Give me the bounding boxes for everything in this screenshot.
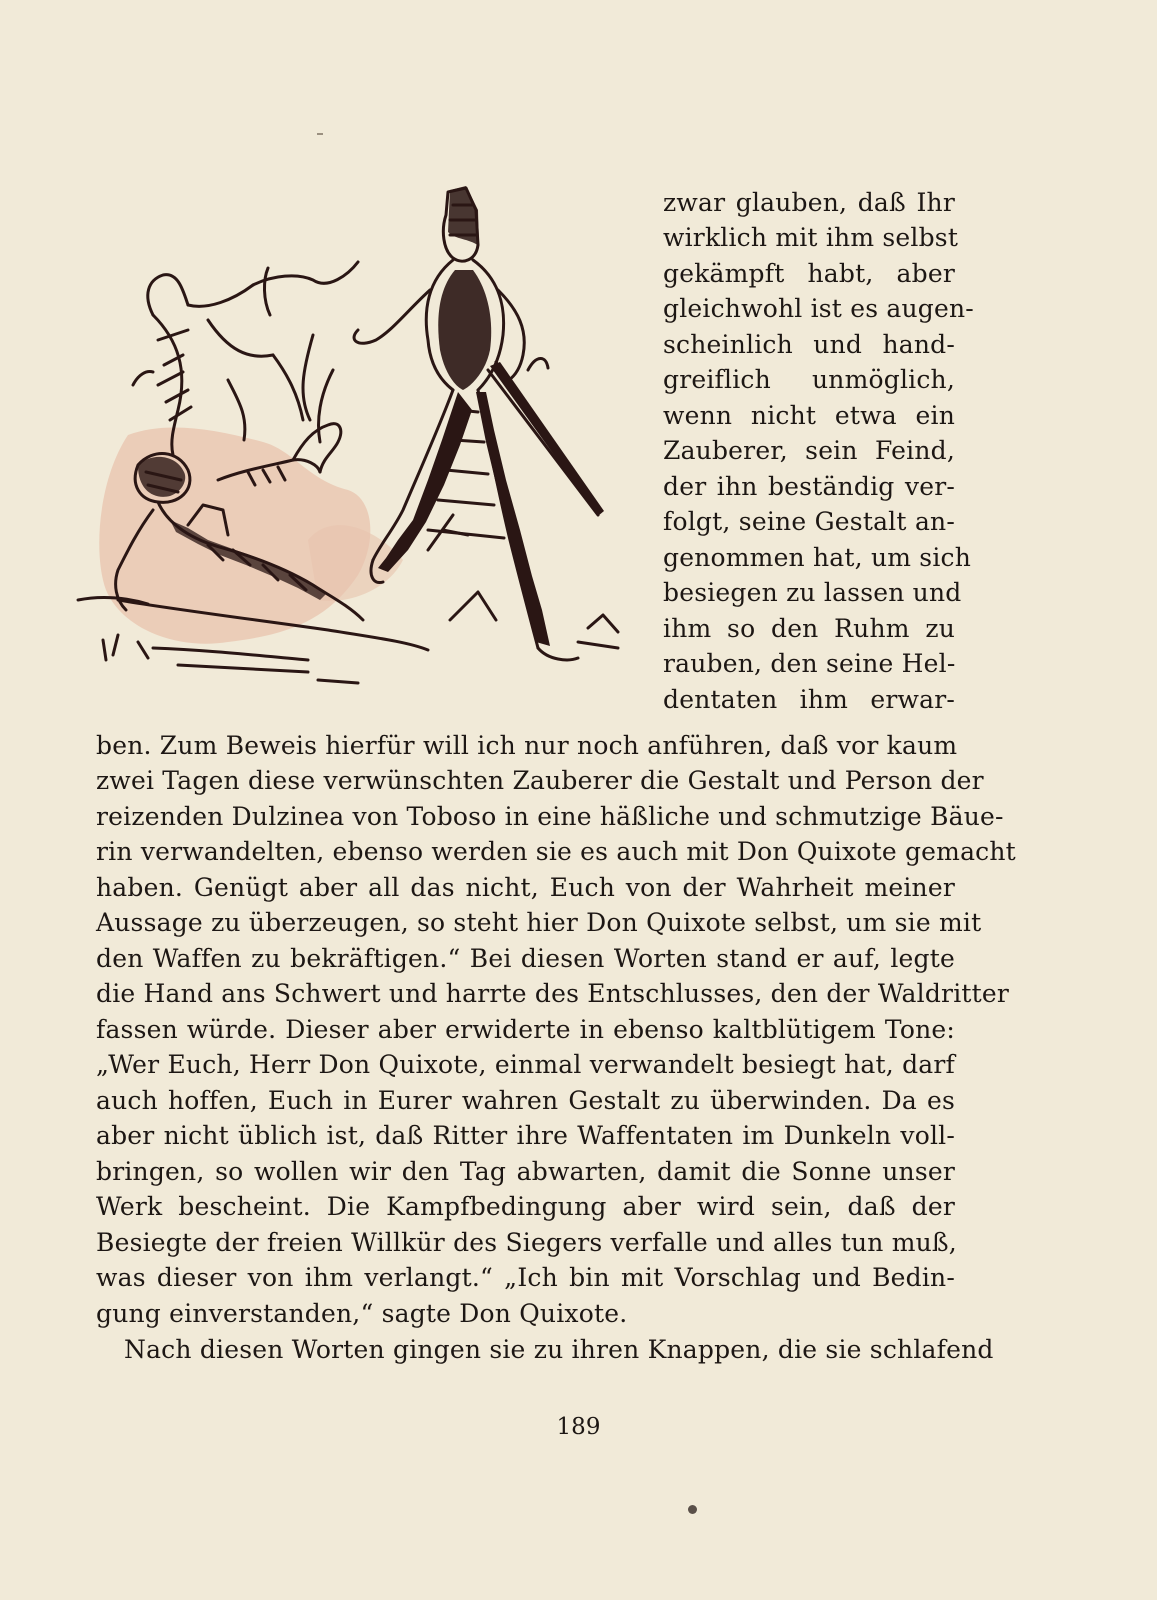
text-line: zwar glauben, daß Ihr: [663, 188, 955, 217]
knight-duel-illustration: [58, 180, 633, 715]
page-number: 189: [556, 1414, 601, 1440]
text-line: besiegen zu lassen und: [663, 578, 962, 607]
text-line: was dieser von ihm verlangt.“ „Ich bin mit Vorschlag und Bedin-: [96, 1263, 955, 1292]
text-line: genommen hat, um sich: [663, 543, 972, 572]
text-line: Aussage zu überzeugen, so steht hier Don Quixote selbst, um sie mit: [96, 908, 982, 937]
text-line: haben. Genügt aber all das nicht, Euch von der Wahrheit meiner: [96, 873, 955, 902]
text-line: wenn nicht etwa ein: [663, 401, 955, 430]
text-line: gekämpft habt, aber: [663, 259, 955, 288]
text-line: aber nicht üblich ist, daß Ritter ihre Waffentaten im Dunkeln voll-: [96, 1121, 955, 1150]
text-line: gleichwohl ist es augen-: [663, 294, 974, 323]
text-line: rin verwandelten, ebenso werden sie es auch mit Don Quixote gemacht: [96, 837, 1016, 866]
text-line: zwei Tagen diese verwünschten Zauberer die Gestalt und Person der: [96, 766, 984, 795]
text-line: dentaten ihm erwar-: [663, 685, 955, 714]
page-speck: [317, 133, 323, 135]
text-line: reizenden Dulzinea von Toboso in eine häßliche und schmutzige Bäue-: [96, 802, 1004, 831]
text-line: Werk bescheint. Die Kampfbedingung aber wird sein, daß der: [96, 1192, 955, 1221]
text-line: fassen würde. Dieser aber erwiderte in ebenso kaltblütigem Tone:: [96, 1015, 955, 1044]
text-line: rauben, den seine Hel-: [663, 649, 956, 678]
text-line: Besiegte der freien Willkür des Siegers verfalle und alles tun muß,: [96, 1228, 957, 1257]
page-speck: [688, 1505, 697, 1514]
text-line: bringen, so wollen wir den Tag abwarten, damit die Sonne unser: [96, 1157, 955, 1186]
text-line: auch hoffen, Euch in Eurer wahren Gestalt zu überwinden. Da es: [96, 1086, 955, 1115]
text-line: greiflich unmöglich,: [663, 365, 955, 394]
text-line: die Hand ans Schwert und harrte des Entschlusses, den der Waldritter: [96, 979, 1010, 1008]
text-line: der ihn beständig ver-: [663, 472, 955, 501]
text-line: folgt, seine Gestalt an-: [663, 507, 955, 536]
text-line: scheinlich und hand-: [663, 330, 955, 359]
text-line: Zauberer, sein Feind,: [663, 436, 955, 465]
knight-duel-illustration-icon: [58, 180, 633, 715]
text-line: „Wer Euch, Herr Don Quixote, einmal verwandelt besiegt hat, darf: [96, 1050, 955, 1079]
text-line: wirklich mit ihm selbst: [663, 223, 959, 252]
text-line: gung einverstanden,“ sagte Don Quixote.: [96, 1299, 628, 1328]
paragraph-start-line: Nach diesen Worten gingen sie zu ihren Knappen, die sie schlafend: [124, 1335, 994, 1364]
text-line: ben. Zum Beweis hierfür will ich nur noch anführen, daß vor kaum: [96, 731, 958, 760]
text-line: ihm so den Ruhm zu: [663, 614, 955, 643]
text-line: den Waffen zu bekräftigen.“ Bei diesen Worten stand er auf, legte: [96, 944, 955, 973]
